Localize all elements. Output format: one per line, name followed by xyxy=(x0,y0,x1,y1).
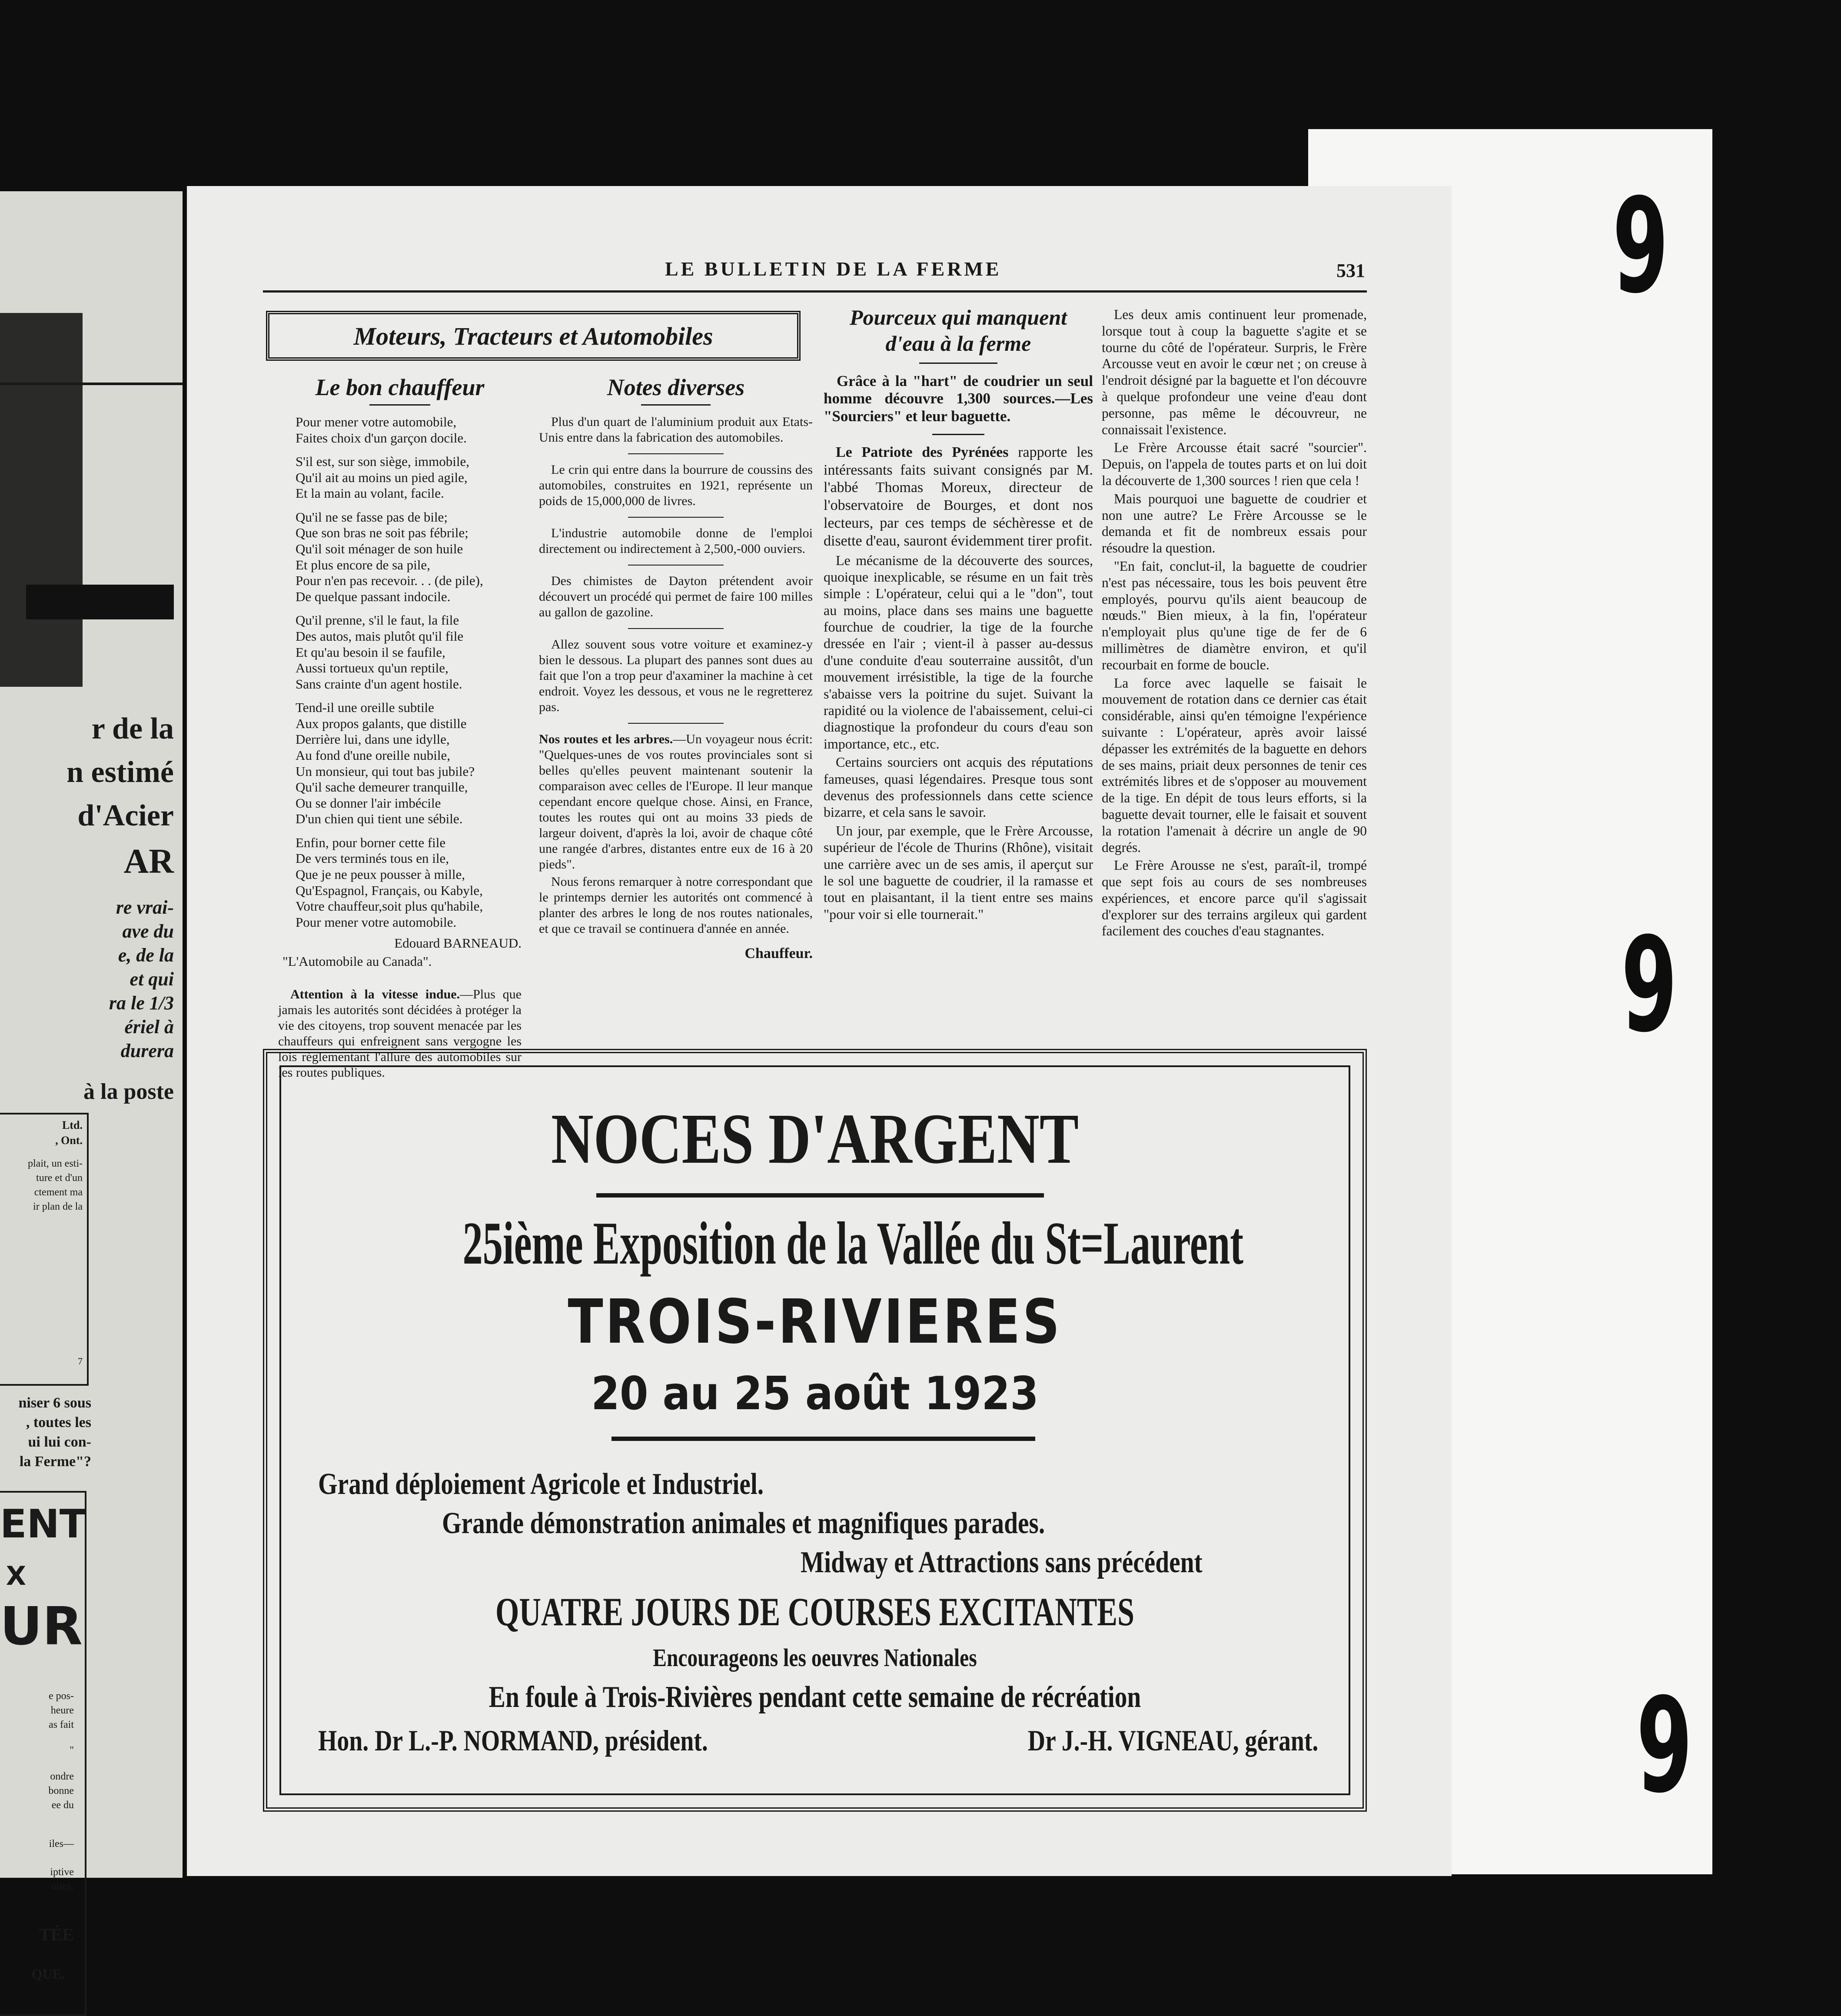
column-sourciers xyxy=(824,304,1093,924)
notes-body xyxy=(539,414,813,937)
note-paragraph: Des chimistes de Dayton prétendent avoir découvert un procédé qui permet de faire 100 milles au gallon de gazoline. xyxy=(539,574,813,619)
exposition-advertisement xyxy=(263,1049,1367,1812)
prev-page-black-bar xyxy=(26,585,174,619)
ad-dates: 20 au 25 août 1923 xyxy=(591,1367,1039,1420)
prev-frag-20: , toutes les xyxy=(26,1414,91,1430)
notes-title-rule xyxy=(641,404,711,406)
prev-frag-15: ture et d'un xyxy=(36,1172,83,1184)
poem-stanza: Qu'il prenne, s'il le faut, la file Des autos, mais plutôt qu'il file Et qu'au besoin il se faufile, Aussi tortueux qu'un reptile, Sans crainte d'un agent hostile. xyxy=(296,612,464,692)
ad-exposition: 25ième Exposition de la Vallée du St=Laurent xyxy=(462,1210,1243,1277)
page-header-title: LE BULLETIN DE LA FERME xyxy=(665,258,1002,280)
prev-frag-14: plait, un esti- xyxy=(28,1158,83,1169)
continued-paragraph: La force avec laquelle se faisait le mouvement de rotation dans ce dernier cas était considérable, ainsi qu'en témoigne l'expérience suivante : L'opérateur, après avoir laissé dépasser les extrémités de la baguette en dehors de ses mains, priait deux personnes de tenir ces extrémités libres et de s'opposer au mouvement de la tige. En dépit de tous leurs efforts, si la baguette devait tourner, elle le faisait et souvent la rotation l'amenait à décrire un angle de 90 degrés. xyxy=(1102,675,1367,855)
sourciers-title-rule xyxy=(919,363,997,364)
prev-frag-1: n estimé xyxy=(66,755,174,789)
prev-frag-37: QUE. xyxy=(31,1966,65,1982)
target-digit-bottom: 9 xyxy=(1636,1670,1693,1822)
prev-page-bar xyxy=(0,383,183,385)
prev-frag-9: ériel à xyxy=(124,1016,174,1038)
prev-frag-28: as fait xyxy=(49,1719,74,1730)
column-sourciers-continued xyxy=(1102,306,1367,941)
sourciers-paragraph: Certains sourciers ont acquis des réputations fameuses, quasi légendaires. Presque tous sont devenus des professionnels dans cette science bizarre, et cela sans le savoir. xyxy=(824,754,1093,820)
prev-page-ad-image xyxy=(0,313,83,687)
column-poem xyxy=(278,374,522,1081)
ad-line-1: Grand déploiement Agricole et Industriel. xyxy=(318,1467,764,1501)
sourciers-title: Pourceux qui manquent d'eau à la ferme xyxy=(849,305,1067,356)
prev-frag-22: la Ferme"? xyxy=(19,1454,91,1470)
prev-frag-36: TÉE xyxy=(39,1925,74,1944)
prev-frag-25: UR xyxy=(0,1597,83,1657)
ad-inner-border xyxy=(279,1065,1350,1795)
note-divider xyxy=(628,453,724,454)
note-paragraph: Allez souvent sous votre voiture et examinez-y bien le dessous. La plupart des pannes sont dues au fait que l'on a trop peur d'axaminer la machine à cet endroit. Voyez les dessous, et vous ne le regretterez pas. xyxy=(539,637,813,714)
prev-frag-3: AR xyxy=(123,842,174,881)
prev-frag-10: durera xyxy=(120,1040,174,1061)
poem-title-rule xyxy=(369,404,430,406)
continued-paragraph: Le Frère Arousse ne s'est, paraît-il, trompé que sept fois au cours de ses nombreuses expériences, et encore parce qu'il s'agissait d'explorer sur des terrains argileux qui gardent facilement des couches d'eau stagnantes. xyxy=(1102,858,1367,939)
continued-paragraph: "En fait, conclut-il, la baguette de coudrier n'est pas nécessaire, tous les bois peuvent être employés, pourvu qu'ils aient beaucoup de nœuds." Bien mieux, à la fin, l'opérateur n'employait plus qu'une tige de fer de 6 millimètres de diamètre environ, et qu'il recourbait en forme de boucle. xyxy=(1102,558,1367,672)
routes-lead: Nos routes et les arbres. xyxy=(539,732,673,746)
prev-frag-33: iles— xyxy=(49,1838,74,1850)
poem-stanza: S'il est, sur son siège, immobile, Qu'il ait au moins un pied agile, Et la main au volant, facile. xyxy=(296,454,469,501)
prev-frag-7: et qui xyxy=(130,968,174,990)
prev-frag-31: bonne xyxy=(48,1785,74,1796)
prev-frag-16: ctement ma xyxy=(34,1187,83,1198)
poem-stanza: Qu'il ne se fasse pas de bile; Que son bras ne soit pas fébrile; Qu'il soit ménager de son huile Et plus encore de sa pile, Pour n'en pas recevoir. . . (de pile), De quelque passant indocile. xyxy=(296,509,483,604)
prev-frag-27: heure xyxy=(50,1705,74,1716)
prev-frag-35: oires. xyxy=(51,1881,74,1892)
prev-frag-17: ir plan de la xyxy=(33,1201,83,1212)
prev-frag-23: ENT xyxy=(0,1501,86,1547)
continued-paragraph: Mais pourquoi une baguette de coudrier et non une autre? Le Frère Arcousse se le demanda et fit de nombreux essais pour résoudre la question. xyxy=(1102,491,1367,556)
ad-city: TROIS-RIVIERES xyxy=(568,1287,1062,1357)
notes-title: Notes diverses xyxy=(607,374,745,400)
ad-line-6: En foule à Trois-Rivières pendant cette semaine de récréation xyxy=(488,1680,1141,1714)
ad-line-3: Midway et Attractions sans précédent xyxy=(801,1546,1203,1579)
prev-frag-26: e pos- xyxy=(49,1690,74,1702)
patriote-text: rapporte les intéressants faits suivant consignés par M. l'abbé Thomas Moreux, directeur de l'observatoire de Bourges, et dont nos lecteurs, par ces temps de séchèresse et de disette d'eau, sauront évidemment tirer profit. xyxy=(824,444,1093,549)
ad-president: Hon. Dr L.-P. NORMAND, président. xyxy=(318,1724,708,1757)
target-digit-top: 9 xyxy=(1612,170,1669,322)
note-divider xyxy=(628,723,724,724)
sourciers-lead-rule xyxy=(932,434,984,435)
poem-body xyxy=(278,414,522,930)
prev-frag-34: iptive xyxy=(50,1866,74,1878)
note-divider xyxy=(628,565,724,566)
routes-paragraph xyxy=(539,732,813,872)
prev-frag-0: r de la xyxy=(91,712,174,745)
poem-title: Le bon chauffeur xyxy=(315,374,485,400)
prev-frag-4: re vrai- xyxy=(116,897,174,918)
note-divider xyxy=(628,628,724,629)
attention-text: —Plus que jamais les autorités sont décidées à protéger la vie des citoyens, trop souvent menacée par les chauffeurs qui enfreignent sans vergogne les lois réglementant l'allure des automobiles sur les routes publiques. xyxy=(278,987,522,1080)
target-digit-middle: 9 xyxy=(1621,909,1678,1061)
poem-stanza: Enfin, pour borner cette file De vers terminés tous en ile, Que je ne peux pousser à mille, Qu'Espagnol, Français, ou Kabyle, Votre chauffeur,soit plus qu'habile, Pour mener votre automobile. xyxy=(296,835,483,930)
prev-page-box xyxy=(0,1113,89,1386)
prev-frag-2: d'Acier xyxy=(77,799,174,832)
prev-frag-29: " xyxy=(70,1745,74,1756)
page-number: 531 xyxy=(1336,260,1365,281)
prev-frag-13: , Ont. xyxy=(55,1134,83,1147)
routes-paragraph-2: Nous ferons remarquer à notre correspondant que le printemps dernier les autorités ont commencé à planter des arbres le long de nos routes nationales, et que ce travail se continuera d'année en année. xyxy=(539,875,813,936)
column-notes xyxy=(539,374,813,962)
patriote-lead: Le Patriote des Pyrénées xyxy=(836,444,1009,460)
poem-author: Edouard BARNEAUD. xyxy=(394,935,522,951)
prev-frag-11: à la poste xyxy=(83,1079,174,1104)
ad-line-2: Grande démonstration animales et magnifiques parades. xyxy=(442,1507,1045,1540)
note-paragraph: L'industrie automobile donne de l'emploi directement ou indirectement à 2,500,-000 ouviers. xyxy=(539,526,813,556)
prev-frag-21: ui lui con- xyxy=(28,1434,91,1450)
ad-title: NOCES D'ARGENT xyxy=(551,1099,1079,1178)
prev-frag-5: ave du xyxy=(122,921,174,942)
continued-paragraph: Le Frère Arcousse était sacré "sourcier". Depuis, on l'appela de toutes parts et on lui doit la découverte de 1,300 sources ! rien que cela ! xyxy=(1102,440,1367,488)
prev-frag-30: ondre xyxy=(50,1771,74,1782)
note-paragraph: Le crin qui entre dans la bourrure de coussins des automobiles, construites en 1921, représente un poids de 15,000,000 de livres. xyxy=(539,462,813,508)
prev-frag-8: ra le 1/3 xyxy=(109,992,174,1014)
prev-frag-12: Ltd. xyxy=(62,1119,83,1131)
ad-line-5: Encourageons les oeuvres Nationales xyxy=(653,1643,977,1672)
continued-paragraph: Les deux amis continuent leur promenade, lorsque tout à coup la baguette s'agite et se tourne du côté de l'opérateur. Surpris, le Frère Arcousse veut en avoir le cœur net ; on creuse à l'endroit désigné par la baguette et l'on découvre à quelque profondeur une veine d'eau dont personne, pas même le découvreur, ne connaissait l'existence. xyxy=(1102,307,1367,437)
prev-frag-24: X xyxy=(6,1561,26,1591)
section-title: Moteurs, Tracteurs et Automobiles xyxy=(353,322,713,350)
prev-frag-6: e, de la xyxy=(118,945,174,966)
attention-lead: Attention à la vitesse indue. xyxy=(290,987,460,1002)
sourciers-paragraph: Le mécanisme de la découverte des sources, quoique inexplicable, se résume en un fait très simple : L'opérateur, celui qui a le "don", tout au moins, place dans ses mains une baguette fourchue de coudrier, la tige de la fourche dressée en l'air ; vient-il à passer au-dessus d'une conduite d'eau souterraine aussitôt, d'un mouvement irrésistible, la tige de la fourche s'abaisse vers la poitrine du sujet. Suivant la rapidité ou la violence de l'abaissement, celui-ci diagnostique la profondeur du cours d'eau son importance, etc., etc. xyxy=(824,552,1093,752)
sourciers-body xyxy=(824,444,1093,922)
ad-dates-rule xyxy=(611,1437,1035,1441)
poem-stanza: Pour mener votre automobile, Faites choix d'un garçon docile. xyxy=(296,414,467,446)
routes-text: —Un voyageur nous écrit: "Quelques-unes de vos routes provinciales sont si belles qu'elles peuvent maintenant soutenir la comparaison avec celles de l'Europe. Il leur manque cependant encore quelque chose. Ainsi, en France, toutes les routes qui ont au moins 33 pieds de largeur doivent, d'après la loi, avoir de chaque côté une rangée d'arbres, distantes entre eux de 16 à 20 pieds". xyxy=(539,732,813,872)
sourciers-paragraph: Un jour, par exemple, que le Frère Arcousse, supérieur de l'école de Thurins (Rhône), visitait une carrière avec un de ses amis, il aperçut sur le sol une baguette de coudrier, il la ramasse et tout en plaisantant, il la tient entre ses mains "pour voir si elle tournerait." xyxy=(824,822,1093,922)
prev-frag-18: 7 xyxy=(78,1356,83,1367)
prev-frag-19: niser 6 sous xyxy=(18,1395,91,1411)
poem-source: "L'Automobile au Canada". xyxy=(282,954,432,969)
note-divider xyxy=(628,517,724,518)
sourciers-continued-body xyxy=(1102,306,1367,939)
previous-page-fragment xyxy=(0,191,183,1982)
ad-title-rule xyxy=(596,1193,1044,1198)
poem-stanza: Tend-il une oreille subtile Aux propos galants, que distille Derrière lui, dans une idylle, Au fond d'une oreille nubile, Un monsieur, qui tout bas jubile? Qu'il sache demeurer tranquille, Ou se donner l'air imbécile D'un chien qui tient une sébile. xyxy=(296,700,475,827)
note-paragraph: Plus d'un quart de l'aluminium produit aux Etats-Unis entre dans la fabrication des automobiles. xyxy=(539,415,813,445)
ad-gerant: Dr J.-H. VIGNEAU, gérant. xyxy=(1027,1724,1318,1757)
header-rule xyxy=(263,290,1367,293)
ad-line-4: QUATRE JOURS DE COURSES EXCITANTES xyxy=(495,1590,1134,1634)
notes-signature: Chauffeur. xyxy=(744,945,813,961)
prev-frag-32: ee du xyxy=(51,1800,74,1811)
sourciers-lead: Grâce à la "hart" de coudrier un seul homme découvre 1,300 sources.—Les "Sourciers" et leur baguette. xyxy=(824,373,1093,425)
